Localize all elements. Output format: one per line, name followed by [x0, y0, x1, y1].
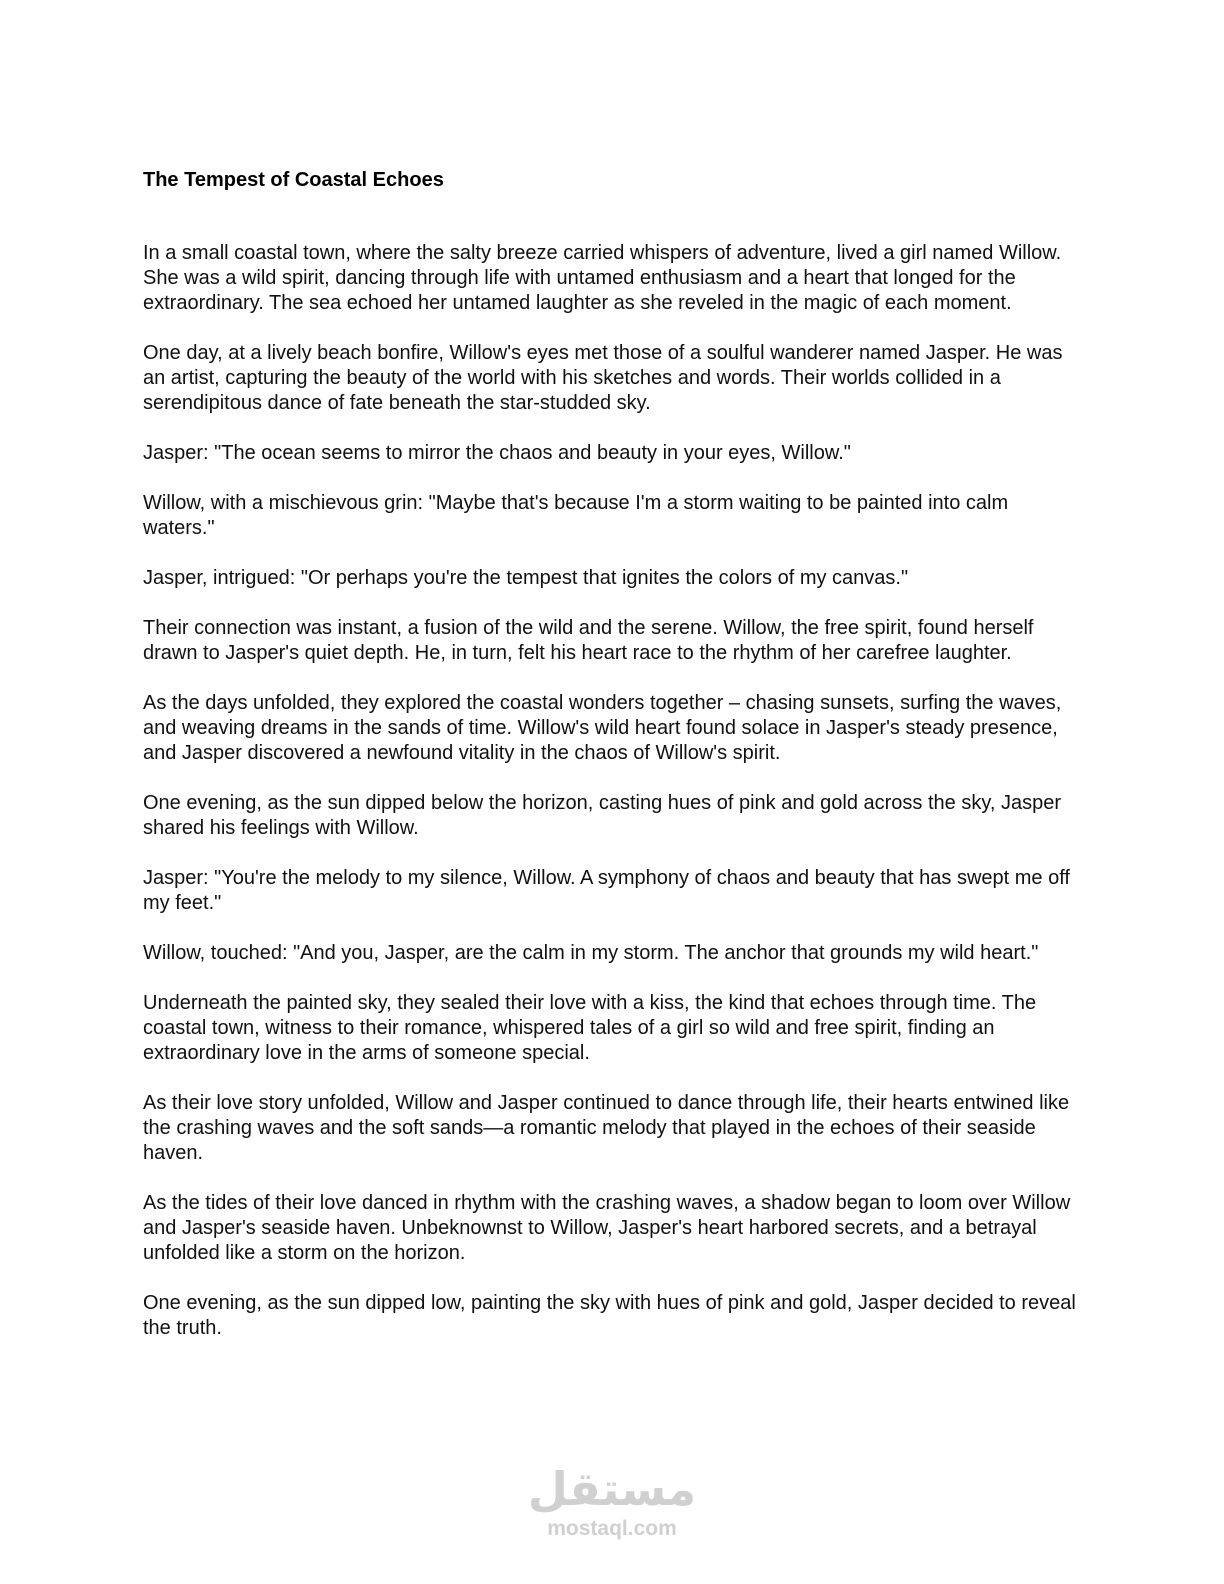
document-title: The Tempest of Coastal Echoes	[143, 169, 444, 191]
paragraph: Underneath the painted sky, they sealed their love with a kiss, the kind that echoes through time. The coastal town, witness to their romance, whispered tales of a girl so wild and free spirit, finding an extraordinary love in the arms of someone special.	[143, 992, 1037, 1064]
paragraph: As the days unfolded, they explored the coastal wonders together – chasing sunsets, surfing the waves, and weaving dreams in the sands of time. Willow's wild heart found solace in Jasper's steady presence, and Jasper discovered a newfound vitality in the chaos of Willow's spirit.	[143, 692, 1062, 764]
paragraph: Their connection was instant, a fusion of the wild and the serene. Willow, the free spirit, found herself drawn to Jasper's quiet depth. He, in turn, felt his heart race to the rhythm of her carefree laughter.	[143, 617, 1034, 664]
watermark	[0, 1460, 1224, 1540]
paragraph: Jasper: "You're the melody to my silence, Willow. A symphony of chaos and beauty that has swept me off my feet."	[143, 867, 1070, 914]
paragraph: Willow, touched: "And you, Jasper, are the calm in my storm. The anchor that grounds my wild heart."	[143, 942, 1039, 964]
paragraph: One day, at a lively beach bonfire, Willow's eyes met those of a soulful wanderer named Jasper. He was an artist, capturing the beauty of the world with his sketches and words. Their worlds collided in a serendipitous dance of fate beneath the star-studded sky.	[143, 342, 1063, 414]
paragraph: Jasper, intrigued: "Or perhaps you're the tempest that ignites the colors of my canvas."	[143, 567, 909, 589]
paragraph: As the tides of their love danced in rhythm with the crashing waves, a shadow began to loom over Willow and Jasper's seaside haven. Unbeknownst to Willow, Jasper's heart harbored secrets, and a betrayal unfolded like a storm on the horizon.	[143, 1192, 1071, 1264]
paragraph: One evening, as the sun dipped below the horizon, casting hues of pink and gold across the sky, Jasper shared his feelings with Willow.	[143, 792, 1061, 839]
paragraph: Willow, with a mischievous grin: "Maybe that's because I'm a storm waiting to be painted into calm waters."	[143, 492, 1009, 539]
paragraph: As their love story unfolded, Willow and Jasper continued to dance through life, their hearts entwined like the crashing waves and the soft sands—a romantic melody that played in the echoes of their seaside haven.	[143, 1092, 1070, 1164]
watermark-site: mostaql.com	[547, 1517, 677, 1540]
paragraph: One evening, as the sun dipped low, painting the sky with hues of pink and gold, Jasper decided to reveal the truth.	[143, 1292, 1076, 1339]
paragraph: In a small coastal town, where the salty breeze carried whispers of adventure, lived a girl named Willow. She was a wild spirit, dancing through life with untamed enthusiasm and a heart that longed for the extraordinary. The sea echoed her untamed laughter as she reveled in the magic of each moment.	[143, 242, 1062, 314]
watermark-logo: مستقل	[527, 1462, 697, 1516]
document-page	[143, 166, 1083, 1366]
paragraph: Jasper: "The ocean seems to mirror the chaos and beauty in your eyes, Willow."	[143, 442, 851, 464]
